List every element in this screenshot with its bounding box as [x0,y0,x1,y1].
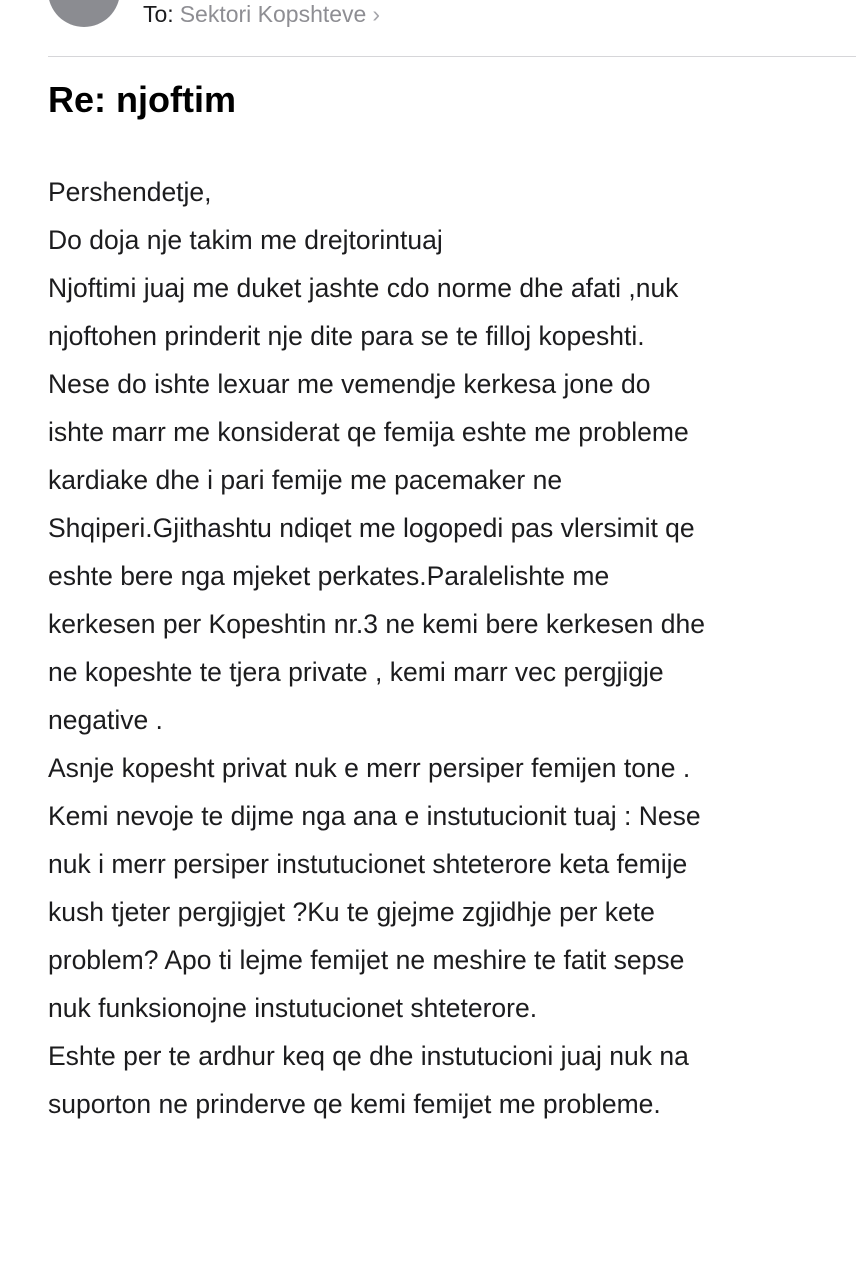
recipient-row[interactable] [143,0,380,28]
body-line: kardiake dhe i pari femije me pacemaker ne [48,465,563,495]
body-line: Shqiperi.Gjithashtu ndiqet me logopedi pas vlersimit qe [48,513,695,543]
body-line: nuk i merr persiper instutucionet shteterore keta femije [48,849,688,879]
sender-avatar[interactable] [48,0,120,27]
body-line: problem? Apo ti lejme femijet ne meshire te fatit sepse [48,945,685,975]
body-line: Eshte per te ardhur keq qe dhe instutucioni juaj nuk na [48,1041,689,1071]
email-subject: Re: njoftim [48,79,236,120]
body-line: nuk funksionojne instutucionet shteterore. [48,993,538,1023]
body-line: Asnje kopesht privat nuk e merr persiper femijen tone . [48,753,691,783]
body-line: suporton ne prinderve qe kemi femijet me probleme. [48,1089,661,1119]
body-line: kush tjeter pergjigjet ?Ku te gjejme zgjidhje per kete [48,897,655,927]
body-line: njoftohen prinderit nje dite para se te filloj kopeshti. [48,321,645,351]
body-line: Pershendetje, [48,177,212,207]
body-line: Njoftimi juaj me duket jashte cdo norme dhe afati ,nuk [48,273,679,303]
body-line: ne kopeshte te tjera private , kemi marr vec pergjigje [48,657,664,687]
header-divider [48,56,856,57]
chevron-right-icon[interactable]: › [372,1,381,27]
recipient-name[interactable]: Sektori Kopshteve [179,1,367,27]
to-label: To: [143,1,174,27]
body-line: kerkesen per Kopeshtin nr.3 ne kemi bere kerkesen dhe [48,609,706,639]
body-line: Kemi nevoje te dijme nga ana e instutucionit tuaj : Nese [48,801,701,831]
body-line: eshte bere nga mjeket perkates.Paralelishte me [48,561,610,591]
body-line: negative . [48,705,163,735]
body-line: Do doja nje takim me drejtorintuaj [48,225,443,255]
body-line: ishte marr me konsiderat qe femija eshte me probleme [48,417,689,447]
email-body [48,168,848,1128]
body-line: Nese do ishte lexuar me vemendje kerkesa jone do [48,369,651,399]
